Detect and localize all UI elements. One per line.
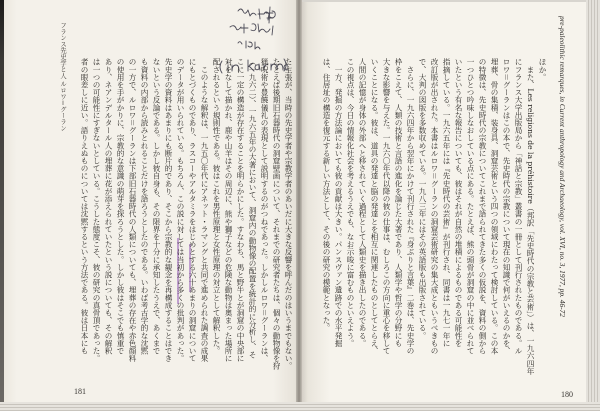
text-column: あり、ネアンデルタール人の埋葬に花が添えられていたという説についても、その解釈 <box>104 58 113 355</box>
text-column: 配されるという規則性である。彼はこれを男性原理と女性原理の対立として解釈した。 <box>212 58 221 355</box>
text-column: 一つひとつ吟味しなおしている点にある。たとえば、熊の頭骨が洞窟の中に並べられて <box>466 58 475 355</box>
text-column: このような解釈は、一九五〇年代にアネット・ラマングと共同で進められた調査の成果 <box>200 58 209 362</box>
left-page-text <box>78 58 294 380</box>
text-column: 指摘している。一九六五年には『先史時代の芸術』が刊行され、同書は一九七一年に <box>442 58 451 347</box>
text-column: さらに、一九六四年から翌年にかけて刊行された『身ぶりと言葉』二巻は、先史学の <box>406 58 415 355</box>
text-column: も資料の内部から読みとれることだけを語ろうとしたのである。いわば考古学的な沈黙 <box>140 58 149 355</box>
text-column: 人間の記憶が身体の外部へと移されていく過程として人類史を描き出したのである。 <box>358 58 367 347</box>
text-column: にもとづくものであり、ラスコーやアルタミラをはじめとする六十あまりの洞窟について <box>188 58 197 362</box>
text-column: いたという有名な報告についても、彼はそれが自然の堆積によるものである可能性を <box>454 58 463 347</box>
text-column: の特徴は、先史時代の宗教についてこれまで語られてきた多くの仮説を、資料の側から <box>478 58 487 355</box>
text-column: にフランス大学出版局から「神話と宗教」叢書の一冊として刊行されたものである。ル <box>514 58 523 355</box>
book-gutter <box>296 0 302 402</box>
text-column: 対をなして描かれ、鹿や山羊はその周辺に、熊や獅子などの危険な動物は奥まった場所に <box>224 58 233 362</box>
text-column: の使用を手がかりに、宗教的な意識の萌芽を探ろうとした。しかし彼はそこでも慎重で <box>116 58 125 355</box>
text-column: 改訂版が出された。本書はルロワ＝グーランの洞窟芸術研究の集大成ともいうべきもの <box>430 58 439 355</box>
page-number-left: 181 <box>74 387 86 396</box>
text-column: は、住居址の構造を復元する新しい方法として、その後の研究の模範となった。 <box>322 58 331 332</box>
text-column: ロワ＝グーランはこの本で、先史時代の宗教について現在の知識で何がいえるのかを、 <box>502 58 511 355</box>
text-column: また、Les religions de la préhistoire（邦訳「先史時代の宗教と芸術」）は、一九六四年 <box>526 58 535 375</box>
right-page-text <box>320 58 548 380</box>
text-column: 一方、発掘の方法論においても彼の貢献は大きい。パンスヴァン遺跡での水平発掘 <box>334 58 343 347</box>
running-head: フランス先史学と人 ルロワ＝グーラン <box>59 22 66 132</box>
page-number-right: 180 <box>561 390 573 399</box>
text-column: ほか。 <box>538 58 547 81</box>
text-column: この視点は、今日の情報化社会を考えるうえでも、なお示唆に富むものといえよう。 <box>346 58 355 347</box>
text-column: ないという反論である。しかし彼自身も、その限界を十分に承知したうえで、あくまで <box>152 58 161 355</box>
text-column: たとえば後期旧石器時代の洞窟壁画について、それまでの研究者たちは、個々の動物像を狩 <box>272 58 281 370</box>
text-column: 先史学の資料はあまりにも断片的であり、そこから宗教的な観念を再構成することはでき <box>164 58 173 362</box>
page-stack-bottom <box>0 402 600 411</box>
text-column: 者の眼差しに近い。語りえぬものについては沈黙するという方法である。彼は日本にも <box>80 58 89 355</box>
book-left-edge <box>0 0 4 411</box>
text-column: こに一定の構造が存在することを明らかにした。すなわち、馬と野牛とが洞窟の中央部に <box>236 58 245 362</box>
text-column: 大きな影響を与えた。一九六〇年代以降の彼の仕事は、むしろこの方向に重心を移して <box>382 58 391 355</box>
text-column: のデータが用いられている。もちろん、この説に対しては当初から多くの批判があった。 <box>176 58 185 362</box>
text-column: は一つの可能性にすぎないとしている。こうした態度こそ、彼の研究の真骨頂であった。 <box>92 58 101 362</box>
text-column: 猟呪術や豊饒儀礼の表現として説明するのがつねであった。しかしルロワ＝グーランは、 <box>260 58 269 362</box>
text-column: 埋葬、骨の集積、装身具、洞窟芸術という四つの領域にわたって検討している。この本 <box>490 58 499 355</box>
text-column: の一方で、ルロワ＝グーランは下部旧石器時代の人類についても、埋葬の存在や赤色顔料 <box>128 58 137 362</box>
text-column: （一九六二）、一九六五年の大著において、洞窟内の動物像の配置を統計的に分析し、そ <box>248 58 257 359</box>
text-column: 枠をこえて、人類の技術と言語の進化を論じた大著であり、人類学や哲学の分野にも <box>394 58 403 347</box>
text-column: いくことになる。彼は、道具の発達と脳の発達とを相互に関連したものとしてとらえ、 <box>370 58 379 355</box>
page-stack-right <box>586 0 600 411</box>
text-column: た主張が、当時の先史学者や宗教学者のあいだに大きな反響を呼んだのはいうまでもない。 <box>284 58 293 370</box>
reference-citation: pre-paleolithic remarques, in Current anthropology and Archaeology, vol. XVI, no. 3, 1977, pp. 46-72 <box>558 16 567 317</box>
text-column: で、大判の図版を多数収めている。一九八三年にはその英語版も出版されている。 <box>418 58 427 340</box>
